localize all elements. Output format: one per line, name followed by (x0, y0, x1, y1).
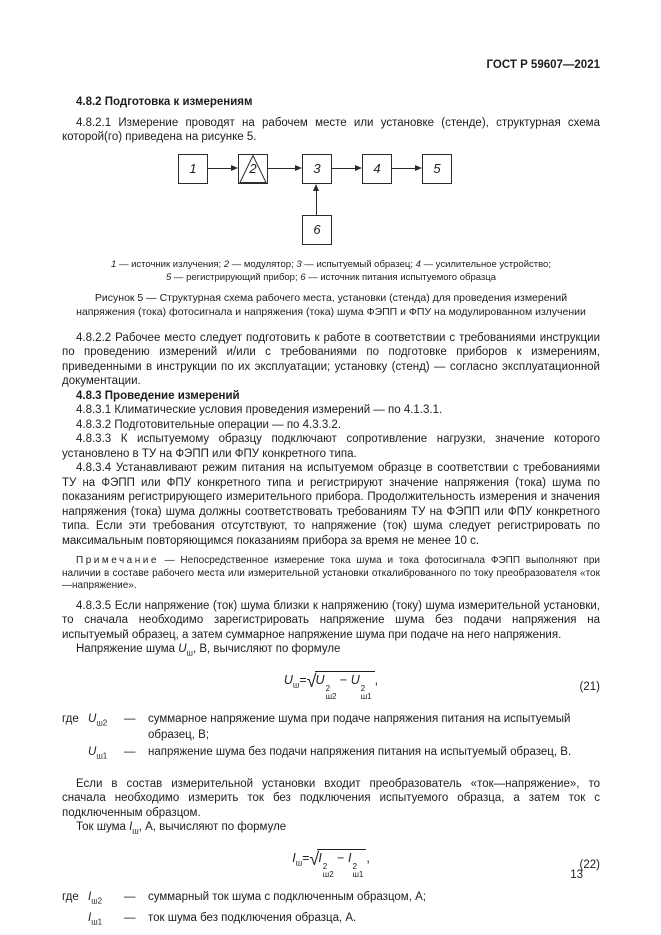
intro-pre: Напряжение шума (76, 643, 179, 655)
where-lead-empty (62, 744, 88, 765)
where-list-22 (62, 889, 600, 931)
f21-term1-scripts: 2 ш2 (325, 683, 337, 701)
figure-caption: Рисунок 5 — Структурная схема рабочего места, установки (стенда) для проведения измерений напряжения (тока) фотосигнала и напряжения (тока) шума ФЭПП и ФПУ на модулированном излучении (76, 291, 586, 318)
legend-text: — источник питания испытуемого образца (305, 271, 496, 283)
para-converter: Если в состав измерительной установки входит преобразователь «ток—напряжение», то сначала необходимо измерить ток без подключения испытуемого образца, а затем ток с подключенным образцом. (62, 777, 600, 819)
diagram-box-test-sample (302, 154, 332, 184)
var-u-sub: ш (186, 648, 193, 658)
where-row (62, 889, 600, 910)
legend-num: 5 (166, 271, 172, 283)
where-symbol: $U_{ш2}$ (88, 712, 108, 728)
f22-term2-scripts: 2 ш1 (352, 861, 364, 879)
box-label: 5 (433, 161, 441, 176)
formula-22-row (62, 848, 600, 879)
legend-num: 1 (111, 258, 117, 270)
legend-text: — усилительное устройство; (420, 258, 551, 270)
diagram-box-power-supply (302, 215, 332, 245)
legend-num: 2 (223, 258, 230, 270)
where-dash: — (124, 890, 136, 903)
f22-term1: I (318, 850, 322, 865)
where-dash: — (124, 712, 136, 725)
f22-term2: I (347, 850, 352, 865)
note-paragraph (62, 555, 600, 593)
where-text: ток шума без подключения образца, А. (148, 911, 357, 924)
intro-post: , В, вычисляют по формуле (192, 643, 341, 655)
arrow-4-5 (392, 168, 415, 169)
where-symbol: $I_{ш2}$ (88, 890, 103, 906)
arrow-1-2 (208, 168, 231, 169)
noise-voltage-intro (62, 642, 600, 661)
diagram-box-modulator (238, 154, 268, 184)
arrow-2-3 (268, 168, 295, 169)
formula-21-number: (21) (579, 680, 600, 693)
box-label: 2 (249, 161, 257, 176)
f22-lhs-sub: ш (295, 858, 303, 868)
f22-radicand (317, 849, 366, 879)
where-lead: где (62, 712, 79, 725)
minus-sign: − (337, 850, 345, 865)
noise-current-intro (62, 820, 600, 839)
arrow-6-3 (316, 191, 317, 215)
f22-term1-scripts: 2 ш2 (322, 861, 334, 879)
legend-text: — испытуемый образец; (301, 258, 416, 270)
comma: , (366, 850, 370, 865)
box-label: 6 (313, 222, 321, 237)
where-row (62, 910, 600, 931)
minus-sign: − (339, 672, 348, 687)
para-4-8-3-5: 4.8.3.5 Если напряжение (ток) шума близки к напряжению (току) шума измерительной установки, то сначала необходимо зарегистрировать напряжение шума без подачи напряжения на испытуемый образец, а затем суммарное напряжение шума при подаче на него напряжения. (62, 599, 600, 641)
f21-lhs: U (283, 672, 293, 687)
diagram-box-recorder (422, 154, 452, 184)
box-label: 1 (189, 161, 197, 176)
legend-text: — модулятор; (229, 258, 297, 270)
legend-text: — регистрирующий прибор; (171, 271, 301, 283)
legend-text: — источник излучения; (116, 258, 224, 270)
f21-term1: U (315, 672, 325, 687)
legend-num: 4 (415, 258, 421, 270)
legend-num: 6 (300, 271, 306, 283)
equals-sign: = (299, 672, 307, 687)
figure-legend (62, 258, 600, 284)
var-i-sub: ш (132, 826, 139, 836)
standard-designation: ГОСТ Р 59607—2021 (486, 59, 600, 71)
f21-lhs-sub: ш (292, 680, 300, 690)
formula-21-row (62, 670, 600, 701)
intro-pre: Ток шума (76, 821, 130, 834)
legend-num: 3 (296, 258, 302, 270)
diagram-box-amplifier (362, 154, 392, 184)
para-4-8-2-1: 4.8.2.1 Измерение проводят на рабочем месте или установке (стенде), структурная схема которой(го) приведена на рисунке 5. (62, 116, 600, 143)
box-label: 4 (373, 161, 381, 176)
formula-22-number: (22) (579, 858, 600, 871)
heading-4-8-3: 4.8.3 Проведение измерений (76, 389, 240, 402)
para-4-8-3-1: 4.8.3.1 Климатические условия проведения измерений — по 4.1.3.1. (76, 404, 443, 416)
diagram-box-radiation-source (178, 154, 208, 184)
intro-post: , А, вычисляют по формуле (138, 821, 287, 834)
f21-radicand (315, 671, 375, 701)
where-dash: — (124, 911, 136, 924)
where-row (62, 744, 600, 765)
where-lead-empty (62, 910, 88, 931)
where-text: суммарный ток шума с подключенным образцом, А; (148, 890, 426, 903)
equals-sign: = (302, 850, 310, 865)
f21-term2-scripts: 2 ш1 (360, 683, 372, 701)
legend-line-1 (62, 258, 600, 271)
para-4-8-3-2: 4.8.3.2 Подготовительные операции — по 4.3.3.2. (76, 418, 342, 431)
f21-term2: U (350, 672, 360, 687)
arrow-3-4 (332, 168, 355, 169)
note-label: Примечание (76, 555, 159, 566)
heading-4-8-2: 4.8.2 Подготовка к измерениям (76, 96, 253, 108)
formula-22 (292, 848, 370, 879)
f22-lhs: I (292, 850, 296, 865)
var-u: U (178, 643, 187, 655)
where-text: напряжение шума без подачи напряжения питания на испытуемый образец, В. (148, 745, 572, 758)
formula-21 (283, 670, 379, 701)
radical-sign: √ (309, 848, 318, 869)
note-text: — Непосредственное измерение тока шума и тока фотосигнала ФЭПП выполняют при наличии в составе рабочего места или измерительной установки откалиброванного по току преобразователя «ток—напряжение». (62, 555, 600, 591)
where-list-21 (62, 711, 600, 765)
where-symbol: $U_{ш1}$ (88, 745, 108, 761)
para-4-8-2-2: 4.8.2.2 Рабочее место следует подготовить к работе в соответствии с требованиями инструкции по проведению измерений и/или с требованиями по подготовке приборов к измерениям, приведенными в инструкции по их эксплуатации; установку (стенд) — согласно эксплуатационной документации. (62, 331, 600, 387)
comma: , (374, 672, 379, 687)
var-i: I (129, 821, 133, 834)
where-row (62, 711, 600, 744)
figure-5-diagram (62, 154, 600, 245)
where-text: суммарное напряжение шума при подаче напряжения питания на испытуемый образец, В; (148, 712, 571, 742)
legend-line-2 (62, 271, 600, 284)
where-dash: — (124, 745, 136, 758)
where-lead: где (62, 890, 79, 903)
para-4-8-3-3: 4.8.3.3 К испытуемому образцу подключают сопротивление нагрузки, значение которого установлено в ТУ на ФЭПП или ФПУ конкретного типа. (62, 433, 600, 460)
radical-sign: √ (306, 670, 315, 691)
para-4-8-3-4: 4.8.3.4 Устанавливают режим питания на испытуемом образце в соответствии с требованиями ТУ на ФЭПП или ФПУ конкретного типа и регистрируют значение напряжения (тока) шума по показаниям регистрирующего измерительного прибора. Продолжительность измерения и значения напряжения (тока) шума должны соответствовать требованиям ТУ на ФЭПП или ФПУ конкретного типа. Если эти требования отсутствуют, то напряжение (ток) шума следует регистрировать по максимальным повторяющимся показаниям прибора за время не менее 10 с. (62, 462, 600, 547)
where-symbol: $I_{ш1}$ (88, 911, 103, 926)
page-number: 13 (570, 869, 583, 881)
box-label: 3 (313, 161, 321, 176)
